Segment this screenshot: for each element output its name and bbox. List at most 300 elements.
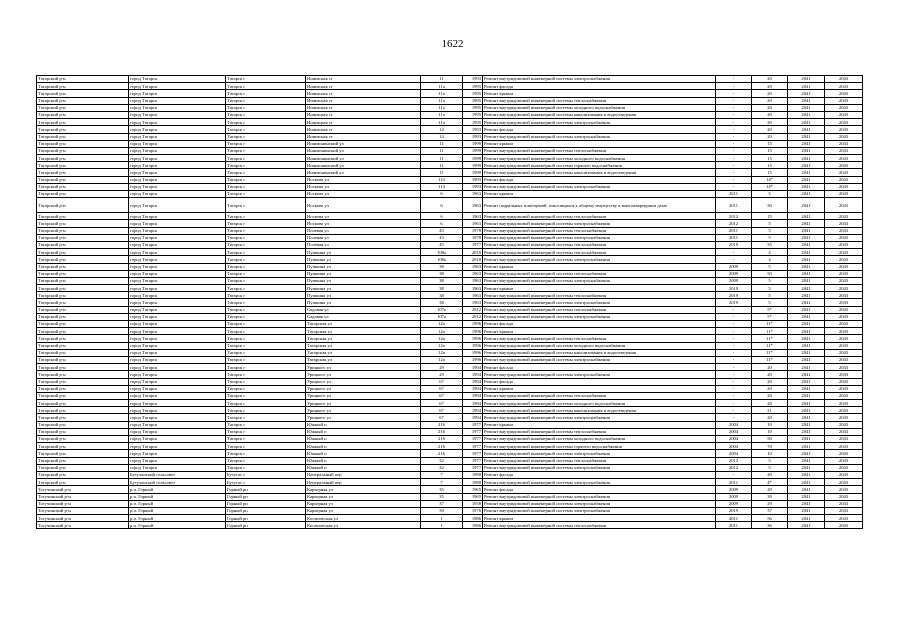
- street-cell: Носкова ул: [306, 198, 421, 213]
- build-year-cell: 1993: [463, 183, 483, 190]
- build-year-cell: 1977: [463, 421, 483, 428]
- district-cell: Татарский р-н: [37, 479, 129, 486]
- district-cell: Татарский р-н: [37, 285, 129, 292]
- table-row: [37, 256, 863, 263]
- work-type-cell: Ремонт внутридомовой инженерной системы холодного водоснабжения: [483, 104, 716, 111]
- build-year-cell: 1999: [463, 140, 483, 147]
- table-row: [37, 213, 863, 220]
- work-type-cell: Ремонт внутридомовой инженерной системы теплоснабжения: [483, 522, 716, 529]
- plan-start-cell: 2041: [788, 227, 825, 234]
- street-cell: Носкова ул: [306, 213, 421, 220]
- district-cell: Татарский р-н: [37, 213, 129, 220]
- house-number-cell: 11: [421, 147, 463, 154]
- table-row: [37, 335, 863, 342]
- last-repair-year-cell: -: [716, 364, 752, 371]
- build-year-cell: 1994: [463, 407, 483, 414]
- house-number-cell: 107а: [421, 306, 463, 313]
- work-type-cell: Ремонт внутридомовой инженерной системы теплоснабжения: [483, 292, 716, 299]
- district-cell: Татарский р-н: [37, 90, 129, 97]
- table-row: [37, 457, 863, 464]
- settlement-cell: Татарск г: [226, 321, 306, 328]
- district-cell: Татарский р-н: [37, 111, 129, 118]
- plan-end-cell: 2043: [825, 249, 863, 256]
- municipality-cell: город Татарск: [129, 378, 226, 385]
- district-cell: Татарский р-н: [37, 450, 129, 457]
- district-cell: Татарский р-н: [37, 364, 129, 371]
- page-number: 1622: [441, 38, 464, 50]
- work-type-cell: Ремонт внутридомовой инженерной системы электроснабжения: [483, 313, 716, 320]
- street-cell: Пушкина ул: [306, 256, 421, 263]
- settlement-cell: Татарск г: [226, 306, 306, 313]
- house-number-cell: 12а: [421, 335, 463, 342]
- settlement-cell: Татарск г: [226, 133, 306, 140]
- build-year-cell: 2012: [463, 313, 483, 320]
- settlement-cell: Татарск г: [226, 169, 306, 176]
- street-cell: Полевая ул: [306, 227, 421, 234]
- last-repair-year-cell: -: [716, 249, 752, 256]
- service-life-cell: 11*: [752, 342, 788, 349]
- last-repair-year-cell: -: [716, 126, 752, 133]
- plan-end-cell: 2043: [825, 436, 863, 443]
- municipality-cell: город Татарск: [129, 414, 226, 421]
- plan-start-cell: 2041: [788, 119, 825, 126]
- settlement-cell: Татарск г: [226, 328, 306, 335]
- table-row: [37, 400, 863, 407]
- plan-start-cell: 2041: [788, 428, 825, 435]
- service-life-cell: 15: [752, 155, 788, 162]
- work-type-cell: Ремонт внутридомовой инженерной системы электроснабжения: [483, 220, 716, 227]
- house-number-cell: 11а: [421, 119, 463, 126]
- table-row: [37, 522, 863, 529]
- table-row: [37, 97, 863, 104]
- build-year-cell: 1999: [463, 155, 483, 162]
- last-repair-year-cell: -: [716, 471, 752, 478]
- house-number-cell: 11: [421, 169, 463, 176]
- build-year-cell: 1999: [463, 162, 483, 169]
- house-number-cell: 43: [421, 234, 463, 241]
- house-number-cell: 216: [421, 428, 463, 435]
- build-year-cell: 1965: [463, 486, 483, 493]
- district-cell: Татарский р-н: [37, 191, 129, 198]
- work-type-cell: Ремонт внутридомовой инженерной системы электроснабжения: [483, 507, 716, 514]
- house-number-cell: 216: [421, 421, 463, 428]
- settlement-cell: Татарск г: [226, 183, 306, 190]
- plan-start-cell: 2041: [788, 76, 825, 83]
- last-repair-year-cell: 2004: [716, 428, 752, 435]
- last-repair-year-cell: -: [716, 162, 752, 169]
- last-repair-year-cell: 2011: [716, 191, 752, 198]
- table-row: [37, 479, 863, 486]
- last-repair-year-cell: 2009: [716, 263, 752, 270]
- build-year-cell: 1977: [463, 457, 483, 464]
- settlement-cell: Бутугас с: [226, 471, 306, 478]
- last-repair-year-cell: -: [716, 147, 752, 154]
- settlement-cell: Татарск г: [226, 249, 306, 256]
- plan-end-cell: 2043: [825, 133, 863, 140]
- plan-end-cell: 2043: [825, 119, 863, 126]
- build-year-cell: 1993: [463, 76, 483, 83]
- municipality-cell: город Татарск: [129, 328, 226, 335]
- service-life-cell: 11*: [752, 356, 788, 363]
- municipality-cell: город Татарск: [129, 364, 226, 371]
- municipality-cell: город Татарск: [129, 76, 226, 83]
- table-row: [37, 140, 863, 147]
- build-year-cell: 1963: [463, 299, 483, 306]
- service-life-cell: 5: [752, 292, 788, 299]
- settlement-cell: Татарск г: [226, 76, 306, 83]
- plan-start-cell: 2041: [788, 292, 825, 299]
- plan-end-cell: 2043: [825, 147, 863, 154]
- work-type-cell: Ремонт фасада: [483, 321, 716, 328]
- plan-start-cell: 2041: [788, 234, 825, 241]
- last-repair-year-cell: -: [716, 356, 752, 363]
- build-year-cell: 1999: [463, 147, 483, 154]
- settlement-cell: Горный рп: [226, 500, 306, 507]
- district-cell: Тогучинский р-н: [37, 486, 129, 493]
- street-cell: Садовая ул: [306, 313, 421, 320]
- service-life-cell: 20: [752, 76, 788, 83]
- district-cell: Татарский р-н: [37, 256, 129, 263]
- build-year-cell: 1976: [463, 507, 483, 514]
- work-type-cell: Ремонт подвальных помещений, относящихся к общему имуществу в многоквартирном доме: [483, 198, 716, 213]
- work-type-cell: Ремонт внутридомовой инженерной системы электроснабжения: [483, 493, 716, 500]
- house-number-cell: 11а: [421, 104, 463, 111]
- plan-end-cell: 2043: [825, 162, 863, 169]
- municipality-cell: город Татарск: [129, 220, 226, 227]
- house-number-cell: 1: [421, 522, 463, 529]
- work-type-cell: Ремонт крыши: [483, 421, 716, 428]
- street-cell: Космическая ул: [306, 522, 421, 529]
- build-year-cell: 1994: [463, 392, 483, 399]
- last-repair-year-cell: -: [716, 83, 752, 90]
- last-repair-year-cell: 2011: [716, 515, 752, 522]
- service-life-cell: 5: [752, 457, 788, 464]
- last-repair-year-cell: 2011: [716, 479, 752, 486]
- settlement-cell: Татарск г: [226, 227, 306, 234]
- plan-end-cell: 2043: [825, 169, 863, 176]
- build-year-cell: 1963: [463, 213, 483, 220]
- settlement-cell: Татарск г: [226, 126, 306, 133]
- last-repair-year-cell: 2012: [716, 213, 752, 220]
- plan-start-cell: 2041: [788, 471, 825, 478]
- plan-start-cell: 2041: [788, 111, 825, 118]
- street-cell: Пушкина ул: [306, 249, 421, 256]
- settlement-cell: Татарск г: [226, 97, 306, 104]
- build-year-cell: 1996: [463, 335, 483, 342]
- street-cell: Ишимская ст: [306, 133, 421, 140]
- street-cell: Полевая ул: [306, 241, 421, 248]
- settlement-cell: Татарск г: [226, 119, 306, 126]
- work-type-cell: Ремонт фасада: [483, 126, 716, 133]
- house-number-cell: 12а: [421, 349, 463, 356]
- district-cell: Татарский р-н: [37, 392, 129, 399]
- street-cell: Ишимонинский ул: [306, 140, 421, 147]
- street-cell: Пушкина ул: [306, 299, 421, 306]
- build-year-cell: 1996: [463, 342, 483, 349]
- table-row: [37, 385, 863, 392]
- settlement-cell: Татарск г: [226, 234, 306, 241]
- settlement-cell: Татарск г: [226, 155, 306, 162]
- plan-start-cell: 2041: [788, 191, 825, 198]
- build-year-cell: 1995: [463, 104, 483, 111]
- district-cell: Татарский р-н: [37, 371, 129, 378]
- last-repair-year-cell: 2011: [716, 198, 752, 213]
- table-row: [37, 241, 863, 248]
- house-number-cell: 67: [421, 414, 463, 421]
- plan-end-cell: 2043: [825, 400, 863, 407]
- district-cell: Татарский р-н: [37, 162, 129, 169]
- district-cell: Татарский р-н: [37, 356, 129, 363]
- build-year-cell: 1996: [463, 356, 483, 363]
- work-type-cell: Ремонт фасада: [483, 364, 716, 371]
- table-row: [37, 321, 863, 328]
- table-row: [37, 471, 863, 478]
- municipality-cell: город Татарск: [129, 176, 226, 183]
- table-row: [37, 183, 863, 190]
- plan-start-cell: 2041: [788, 443, 825, 450]
- service-life-cell: 10: [752, 421, 788, 428]
- work-type-cell: Ремонт внутридомовой инженерной системы электроснабжения: [483, 133, 716, 140]
- district-cell: Татарский р-н: [37, 270, 129, 277]
- plan-end-cell: 2043: [825, 428, 863, 435]
- settlement-cell: Татарск г: [226, 270, 306, 277]
- district-cell: Татарский р-н: [37, 299, 129, 306]
- plan-start-cell: 2041: [788, 479, 825, 486]
- street-cell: Татарская ул: [306, 356, 421, 363]
- work-type-cell: Ремонт внутридомовой инженерной системы теплоснабжения: [483, 241, 716, 248]
- settlement-cell: Татарск г: [226, 414, 306, 421]
- plan-end-cell: 2043: [825, 227, 863, 234]
- plan-end-cell: 2043: [825, 378, 863, 385]
- house-number-cell: 38: [421, 285, 463, 292]
- last-repair-year-cell: -: [716, 256, 752, 263]
- table-row: [37, 270, 863, 277]
- plan-start-cell: 2041: [788, 169, 825, 176]
- settlement-cell: Татарск г: [226, 400, 306, 407]
- district-cell: Татарский р-н: [37, 155, 129, 162]
- work-type-cell: Ремонт внутридомовой инженерной системы электроснабжения: [483, 183, 716, 190]
- municipality-cell: р.п. Горный: [129, 500, 226, 507]
- municipality-cell: город Татарск: [129, 270, 226, 277]
- service-life-cell: 15: [752, 169, 788, 176]
- table-row: [37, 90, 863, 97]
- street-cell: Татарская ул: [306, 335, 421, 342]
- street-cell: Южный п: [306, 457, 421, 464]
- last-repair-year-cell: 2012: [716, 457, 752, 464]
- table-row: [37, 414, 863, 421]
- street-cell: Урицкого ул: [306, 407, 421, 414]
- municipality-cell: город Татарск: [129, 385, 226, 392]
- plan-start-cell: 2041: [788, 162, 825, 169]
- work-type-cell: Ремонт внутридомовой инженерной системы холодного водоснабжения: [483, 436, 716, 443]
- table-row: [37, 371, 863, 378]
- last-repair-year-cell: 2009: [716, 270, 752, 277]
- service-life-cell: 30: [752, 198, 788, 213]
- plan-start-cell: 2041: [788, 457, 825, 464]
- municipality-cell: р.п. Горный: [129, 493, 226, 500]
- last-repair-year-cell: -: [716, 371, 752, 378]
- last-repair-year-cell: 2004: [716, 421, 752, 428]
- district-cell: Тогучинский р-н: [37, 493, 129, 500]
- last-repair-year-cell: -: [716, 155, 752, 162]
- district-cell: Тогучинский р-н: [37, 500, 129, 507]
- settlement-cell: Татарск г: [226, 90, 306, 97]
- municipality-cell: город Татарск: [129, 133, 226, 140]
- street-cell: Урицкого ул: [306, 400, 421, 407]
- plan-end-cell: 2043: [825, 479, 863, 486]
- last-repair-year-cell: -: [716, 385, 752, 392]
- plan-start-cell: 2041: [788, 349, 825, 356]
- municipality-cell: город Татарск: [129, 119, 226, 126]
- plan-start-cell: 2041: [788, 147, 825, 154]
- house-number-cell: 6: [421, 213, 463, 220]
- district-cell: Татарский р-н: [37, 234, 129, 241]
- district-cell: Татарский р-н: [37, 140, 129, 147]
- service-life-cell: 20: [752, 392, 788, 399]
- work-type-cell: Ремонт внутридомовой инженерной системы электроснабжения: [483, 500, 716, 507]
- district-cell: Татарский р-н: [37, 400, 129, 407]
- municipality-cell: город Татарск: [129, 263, 226, 270]
- last-repair-year-cell: -: [716, 111, 752, 118]
- work-type-cell: Ремонт фасада: [483, 486, 716, 493]
- service-life-cell: 20: [752, 104, 788, 111]
- build-year-cell: 1994: [463, 385, 483, 392]
- street-cell: Центральный пер: [306, 479, 421, 486]
- district-cell: Татарский р-н: [37, 313, 129, 320]
- last-repair-year-cell: -: [716, 119, 752, 126]
- plan-start-cell: 2041: [788, 133, 825, 140]
- last-repair-year-cell: -: [716, 90, 752, 97]
- street-cell: Пушкина ул: [306, 277, 421, 284]
- street-cell: Носкова ул: [306, 220, 421, 227]
- service-life-cell: 20: [752, 133, 788, 140]
- district-cell: Тогучинский р-н: [37, 507, 129, 514]
- table-row: [37, 263, 863, 270]
- last-repair-year-cell: 2004: [716, 443, 752, 450]
- build-year-cell: 1995: [463, 97, 483, 104]
- service-life-cell: 11*: [752, 328, 788, 335]
- service-life-cell: 5: [752, 263, 788, 270]
- district-cell: Татарский р-н: [37, 292, 129, 299]
- table-row: [37, 392, 863, 399]
- house-number-cell: 11а: [421, 83, 463, 90]
- work-type-cell: Ремонт крыши: [483, 140, 716, 147]
- district-cell: Татарский р-н: [37, 349, 129, 356]
- house-number-cell: 107а: [421, 313, 463, 320]
- municipality-cell: город Татарск: [129, 443, 226, 450]
- plan-end-cell: 2043: [825, 450, 863, 457]
- work-type-cell: Ремонт внутридомовой инженерной системы теплоснабжения: [483, 335, 716, 342]
- municipality-cell: город Татарск: [129, 335, 226, 342]
- settlement-cell: Татарск г: [226, 285, 306, 292]
- municipality-cell: город Татарск: [129, 126, 226, 133]
- district-cell: Татарский р-н: [37, 241, 129, 248]
- plan-end-cell: 2043: [825, 349, 863, 356]
- table-row: [37, 313, 863, 320]
- plan-end-cell: 2043: [825, 385, 863, 392]
- service-life-cell: 20: [752, 97, 788, 104]
- street-cell: Ишимская ст: [306, 119, 421, 126]
- work-type-cell: Ремонт внутридомовой инженерной системы теплоснабжения: [483, 428, 716, 435]
- street-cell: Карьерная ул: [306, 500, 421, 507]
- street-cell: Карьерная ул: [306, 486, 421, 493]
- municipality-cell: город Татарск: [129, 198, 226, 213]
- street-cell: Ишимонинский ул: [306, 162, 421, 169]
- plan-start-cell: 2041: [788, 522, 825, 529]
- street-cell: Носкова ул: [306, 191, 421, 198]
- settlement-cell: Татарск г: [226, 198, 306, 213]
- district-cell: Татарский р-н: [37, 227, 129, 234]
- house-number-cell: 35: [421, 493, 463, 500]
- plan-end-cell: 2043: [825, 263, 863, 270]
- last-repair-year-cell: -: [716, 349, 752, 356]
- municipality-cell: р.п. Горный: [129, 515, 226, 522]
- district-cell: Тогучинский р-н: [37, 522, 129, 529]
- street-cell: Пушкина ул: [306, 263, 421, 270]
- build-year-cell: 1963: [463, 270, 483, 277]
- service-life-cell: 5: [752, 464, 788, 471]
- house-number-cell: 35: [421, 486, 463, 493]
- work-type-cell: Ремонт внутридомовой инженерной системы теплоснабжения: [483, 227, 716, 234]
- plan-start-cell: 2041: [788, 140, 825, 147]
- house-number-cell: 7: [421, 479, 463, 486]
- work-type-cell: Ремонт внутридомовой инженерной системы электроснабжения: [483, 234, 716, 241]
- build-year-cell: 1963: [463, 263, 483, 270]
- plan-end-cell: 2043: [825, 176, 863, 183]
- plan-end-cell: 2043: [825, 493, 863, 500]
- service-life-cell: 15: [752, 213, 788, 220]
- municipality-cell: город Татарск: [129, 277, 226, 284]
- municipality-cell: город Татарск: [129, 285, 226, 292]
- plan-end-cell: 2043: [825, 299, 863, 306]
- plan-end-cell: 2043: [825, 183, 863, 190]
- service-life-cell: 20: [752, 90, 788, 97]
- municipality-cell: город Татарск: [129, 371, 226, 378]
- build-year-cell: 1993: [463, 126, 483, 133]
- build-year-cell: 1963: [463, 292, 483, 299]
- plan-end-cell: 2043: [825, 457, 863, 464]
- street-cell: Пушкина ул: [306, 285, 421, 292]
- settlement-cell: Татарск г: [226, 313, 306, 320]
- settlement-cell: Татарск г: [226, 104, 306, 111]
- house-number-cell: 7: [421, 471, 463, 478]
- last-repair-year-cell: -: [716, 378, 752, 385]
- house-number-cell: 114: [421, 183, 463, 190]
- table-row: [37, 328, 863, 335]
- plan-start-cell: 2041: [788, 507, 825, 514]
- build-year-cell: 1993: [463, 133, 483, 140]
- district-cell: Татарский р-н: [37, 126, 129, 133]
- table-row: [37, 421, 863, 428]
- house-number-cell: 11а: [421, 111, 463, 118]
- plan-end-cell: 2043: [825, 321, 863, 328]
- work-type-cell: Ремонт внутридомовой инженерной системы канализования и водоотведения: [483, 111, 716, 118]
- district-cell: Татарский р-н: [37, 198, 129, 213]
- service-life-cell: 14*: [752, 176, 788, 183]
- service-life-cell: 20: [752, 471, 788, 478]
- plan-start-cell: 2041: [788, 249, 825, 256]
- last-repair-year-cell: 2019: [716, 299, 752, 306]
- build-year-cell: 2012: [463, 306, 483, 313]
- service-life-cell: 4: [752, 249, 788, 256]
- service-life-cell: 39: [752, 493, 788, 500]
- district-cell: Татарский р-н: [37, 464, 129, 471]
- municipality-cell: город Татарск: [129, 356, 226, 363]
- last-repair-year-cell: 2011: [716, 234, 752, 241]
- plan-start-cell: 2041: [788, 220, 825, 227]
- street-cell: Ишимонинский ул: [306, 155, 421, 162]
- build-year-cell: 1996: [463, 328, 483, 335]
